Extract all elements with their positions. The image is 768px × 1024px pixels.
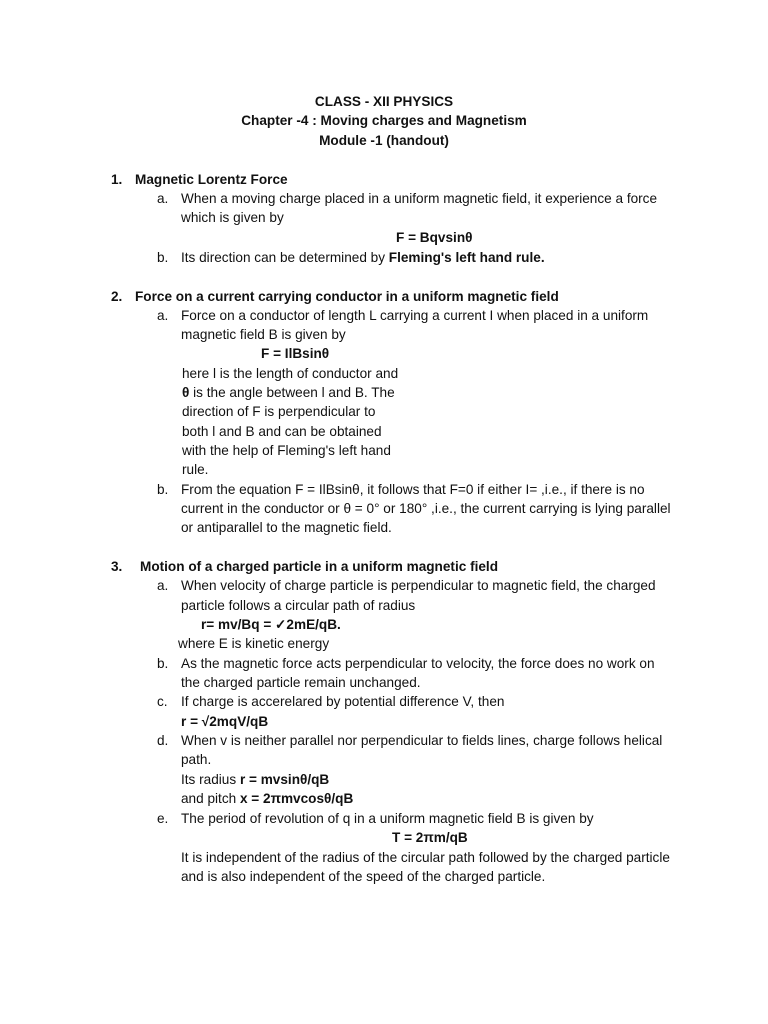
section-3-heading: Motion of a charged particle in a uniform magnetic field bbox=[140, 559, 499, 574]
section-3-potential-formula: r = √2mqV/qB bbox=[181, 714, 269, 729]
section-3-item-c-letter: c. bbox=[157, 694, 168, 709]
section-3-item-b-line-2: the charged particle remain unchanged. bbox=[181, 675, 421, 690]
section-2-force-formula: F = IlBsinθ bbox=[261, 346, 330, 361]
section-1-item-b-letter: b. bbox=[157, 250, 169, 265]
section-3-item-a-line-1: When velocity of charge particle is perpendicular to magnetic field, the charged bbox=[181, 578, 656, 593]
section-3-radius-formula: r= mv/Bq = ✓2mE/qB. bbox=[201, 617, 341, 632]
section-1-lorentz-formula: F = Bqvsinθ bbox=[396, 230, 473, 245]
section-2-explanation-line-1: here l is the length of conductor and bbox=[182, 366, 399, 381]
helix-radius-formula: r = mvsinθ/qB bbox=[239, 772, 330, 787]
section-2-explanation-line-4: both l and B and can be obtained bbox=[182, 424, 382, 439]
section-2-item-b-line-2: current in the conductor or θ = 0° or 180° ,i.e., the current carrying is lying parallel bbox=[181, 501, 671, 516]
section-1-item-a-line-1: When a moving charge placed in a uniform magnetic field, it experience a force bbox=[181, 191, 658, 206]
theta-symbol: θ bbox=[182, 385, 190, 400]
document-title: CLASS - XII PHYSICS bbox=[314, 94, 454, 109]
section-2-explanation-line-2-text: is the angle between l and B. The bbox=[189, 385, 395, 400]
section-1-item-b-text bbox=[181, 248, 545, 267]
section-3-item-d-letter: d. bbox=[157, 733, 169, 748]
chapter-title: Chapter -4 : Moving charges and Magnetism bbox=[241, 113, 527, 128]
section-3-item-e-line-2: It is independent of the radius of the circular path followed by the charged particle bbox=[181, 850, 670, 865]
section-2-explanation-line-2 bbox=[182, 383, 395, 402]
section-2-number: 2. bbox=[111, 289, 123, 304]
section-2-explanation-line-6: rule. bbox=[182, 462, 209, 477]
section-3-item-b-line-1: As the magnetic force acts perpendicular to velocity, the force does no work on bbox=[181, 656, 655, 671]
section-2-item-a-line-2: magnetic field B is given by bbox=[181, 327, 346, 342]
section-2-item-b-line-1: From the equation F = IlBsinθ, it follows that F=0 if either I= ,i.e., if there is no bbox=[181, 482, 645, 497]
section-2-item-b-letter: b. bbox=[157, 482, 169, 497]
section-3-item-a-letter: a. bbox=[157, 578, 169, 593]
section-3-item-e-line-3: and is also independent of the speed of the charged particle. bbox=[181, 869, 546, 884]
section-3-helix-radius bbox=[181, 770, 329, 789]
section-1-item-a-line-2: which is given by bbox=[181, 210, 284, 225]
module-title: Module -1 (handout) bbox=[319, 133, 449, 148]
helix-pitch-label: and pitch bbox=[181, 791, 240, 806]
section-1-item-b-plain: Its direction can be determined by bbox=[181, 250, 389, 265]
flemings-rule-text: Fleming's left hand rule. bbox=[388, 250, 545, 265]
section-2-heading: Force on a current carrying conductor in a uniform magnetic field bbox=[135, 289, 559, 304]
helix-pitch-formula: x = 2πmvcosθ/qB bbox=[239, 791, 354, 806]
section-3-item-e-line-1: The period of revolution of q in a uniform magnetic field B is given by bbox=[181, 811, 594, 826]
helix-radius-label: Its radius bbox=[181, 772, 240, 787]
section-3-item-b-letter: b. bbox=[157, 656, 169, 671]
section-3-item-a-line-2: particle follows a circular path of radius bbox=[181, 598, 416, 613]
section-3-period-formula: T = 2πm/qB bbox=[392, 830, 468, 845]
section-2-item-a-letter: a. bbox=[157, 308, 169, 323]
section-2-item-b-line-3: or antiparallel to the magnetic field. bbox=[181, 520, 392, 535]
section-3-kinetic-energy-note: where E is kinetic energy bbox=[178, 636, 330, 651]
section-1-item-a-letter: a. bbox=[157, 191, 169, 206]
section-3-item-e-letter: e. bbox=[157, 811, 169, 826]
section-3-item-d-line-2: path. bbox=[181, 752, 212, 767]
section-3-item-d-line-1: When v is neither parallel nor perpendicular to fields lines, charge follows helical bbox=[181, 733, 663, 748]
section-1-number: 1. bbox=[111, 172, 123, 187]
section-2-explanation-line-3: direction of F is perpendicular to bbox=[182, 404, 376, 419]
section-3-item-c-line-1: If charge is accerelared by potential difference V, then bbox=[181, 694, 505, 709]
section-2-item-a-line-1: Force on a conductor of length L carrying a current I when placed in a uniform bbox=[181, 308, 649, 323]
section-3-number: 3. bbox=[111, 559, 123, 574]
section-1-heading: Magnetic Lorentz Force bbox=[135, 172, 288, 187]
section-2-explanation-line-5: with the help of Fleming's left hand bbox=[182, 443, 391, 458]
section-3-helix-pitch bbox=[181, 789, 353, 808]
